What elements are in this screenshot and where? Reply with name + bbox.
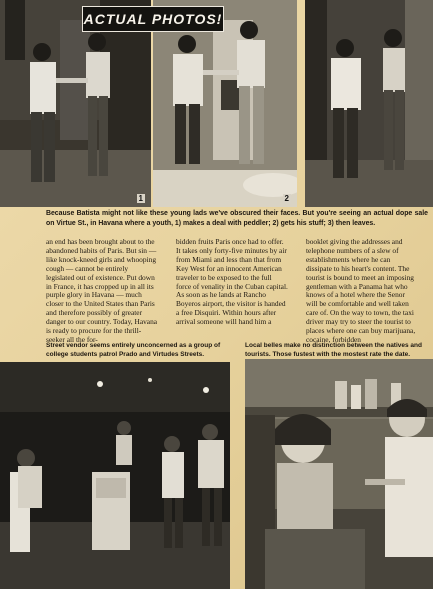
- photo-dope-deal-3: [305, 0, 433, 207]
- photo-street-vendor: [0, 362, 230, 589]
- photo-caption-main: Because Batista might not like these young lads we've obscured their faces. But you're seeing an actual dope sale on Virtue St., in Havana where a youth, 1) makes a deal with peddler; 2) gets his stuff; 3) then leaves.: [46, 210, 428, 227]
- banner-text: ACTUAL PHOTOS!: [83, 11, 223, 27]
- photo-3-image: [305, 0, 433, 207]
- caption-local-belles: Local belles make no distinction between the natives and tourists. Those fustest with the mostest rate the date.: [245, 342, 422, 358]
- article-column-1: an end has been brought about to the abandoned habits of Paris. But sin — like knock-kneed girls and whooping cough — cannot be entirely legislated out of existence. Put down in France, it has cropped up in all its purple glory in Havana — much closer to the United States than Paris and therefore possibly of greater danger to our country. Today, Havana is ready to procure for the thrill-seeker all the for-: [46, 237, 158, 344]
- photo-4-image: [0, 362, 230, 589]
- photo-number-1: 1: [138, 194, 143, 203]
- article-column-2: bidden fruits Paris once had to offer. It takes only forty-five minutes by air from Miami and less than that from Key West for an innocent American traveler to be exposed to the full force of venality in the Cuban capital. As soon as he lands at Rancho Boyeros airport, the visitor is handed a free Disquiri. Within hours after arrival someone will hand him a: [176, 237, 288, 327]
- article-column-3: booklet giving the addresses and telephone numbers of a slew of establishments where he can dissipate to his heart's content. The tourist is bound to meet an imposing gentleman with a Panama hat who knows of a hotel where the Senor will be comfortable and well taken care of. On the way to town, the taxi driver may try to steer the tourist to places where one can buy marijuana, cocaine, forbidden: [306, 237, 416, 344]
- photo-local-belles: [245, 359, 433, 589]
- photo-5-image: [245, 359, 433, 589]
- actual-photos-banner: [82, 6, 224, 32]
- photo-number-2: 2: [284, 194, 289, 203]
- caption-street-vendor: Street vendor seems entirely unconcerned as a group of college students patrol Prado and Virtudes Streets.: [46, 342, 221, 358]
